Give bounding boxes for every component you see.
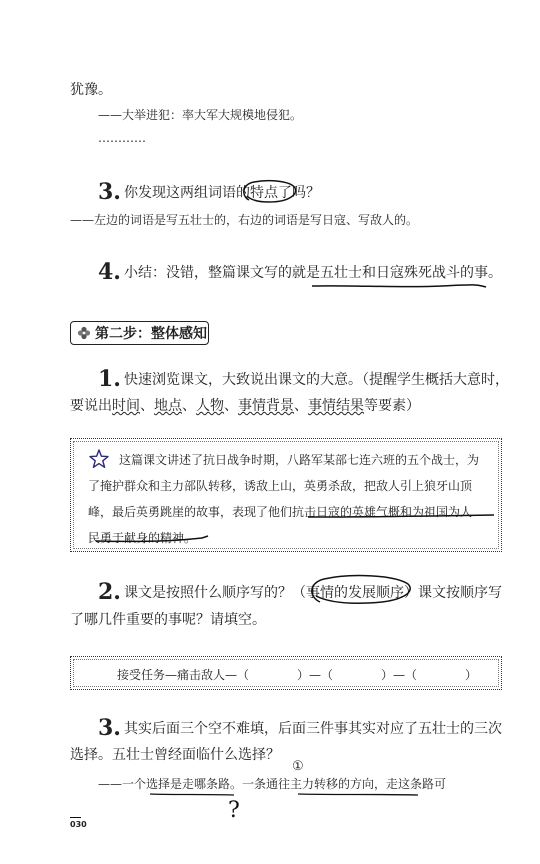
clover-icon (77, 326, 91, 340)
step-1-text: 快速浏览课文，大致说出课文的大意。（提醒学生概括大意时， (123, 372, 509, 388)
step-3-line-1 (98, 715, 502, 741)
handdrawn-circle-feature (239, 178, 299, 206)
handdrawn-circle-order (306, 574, 414, 608)
step-1-number: 1. (98, 366, 121, 392)
section-header-overall-perception (70, 321, 209, 345)
handdrawn-underline-summary (312, 283, 487, 291)
element-result: 事情结果 (308, 398, 364, 414)
text-line-hesitate: 犹豫。 (70, 82, 112, 98)
step-2-line-2: 了哪几件重要的事呢？请填空。 (70, 612, 266, 628)
step-2-order: 事情的发展顺序 (305, 585, 404, 601)
step-2-line-1 (98, 579, 502, 605)
section-title: 第二步：整体感知 (95, 326, 207, 342)
main-idea-line-3: 峰，最后英勇跳崖的故事，表现了他们抗击日寇的英雄气概和为祖国为人 (88, 505, 473, 519)
definition-line: ——大举进犯：率大军大规模地侵犯。 (98, 108, 303, 122)
main-idea-line-2: 了掩护群众和主力部队转移，诱敌上山，英勇杀敌，把敌人引上狼牙山顶 (88, 479, 473, 493)
main-idea-line-4: 民勇于献身的精神。 (88, 531, 197, 545)
question-3-number: 3. (98, 179, 121, 205)
handdrawn-underline-choices (150, 792, 430, 798)
handdrawn-underline-main-idea (96, 512, 496, 552)
ellipsis-line: ………… (98, 131, 146, 145)
step-2-suffix: ）课文按顺序写 (403, 585, 502, 601)
step-3-line-2: 选择。五壮士曾经面临什么选择？ (70, 747, 280, 763)
step-3-text: 其实后面三个空不难填，后面三件事其实对应了五壮士的三次 (123, 721, 502, 737)
handwritten-circled-one: ① (292, 759, 304, 774)
step-1-line-2 (70, 396, 420, 416)
step-1-suffix: 等要素） (364, 398, 420, 414)
summary-underlined: 五壮士和日寇殊死战斗的事。 (319, 265, 502, 281)
step-3-line-3: ——一个选择是走哪条路。一条通往主力转移的方向，走这条路可 (98, 777, 447, 791)
summary-prefix: 小结：没错，整篇课文写的就是 (123, 265, 320, 281)
fill-in-sequence: 接受任务—痛击敌人—（ ）—（ ）—（ ） (117, 668, 478, 682)
step-2-prefix: 课文是按照什么顺序写的？（ (123, 585, 306, 601)
question-3-answer: ——左边的词语是写五壮士的，右边的词语是写日寇、写敌人的。 (70, 213, 419, 227)
separator: 、 (182, 398, 196, 414)
question-3-text: 你发现这两组词语的特点了吗？ (123, 185, 320, 201)
step-1-line-1 (98, 366, 509, 392)
summary-number: 4. (98, 259, 121, 285)
element-background: 事情背景 (238, 398, 294, 414)
page-number: 030 (70, 820, 87, 829)
fill-in-box (70, 656, 502, 690)
star-icon (89, 449, 109, 469)
page-number-rule (70, 817, 81, 818)
separator: 、 (224, 398, 238, 414)
step-2-number: 2. (98, 579, 121, 605)
step-3-number: 3. (98, 715, 121, 741)
separator: 、 (294, 398, 308, 414)
element-place: 地点 (154, 398, 182, 414)
handwritten-question-mark: ? (228, 798, 240, 823)
summary-line (98, 259, 502, 285)
main-idea-line-1: 这篇课文讲述了抗日战争时期，八路军某部七连六班的五个战士，为 (119, 453, 480, 467)
element-time: 时间 (112, 398, 140, 414)
separator: 、 (140, 398, 154, 414)
element-people: 人物 (196, 398, 224, 414)
step-1-prefix: 要说出 (70, 398, 112, 414)
